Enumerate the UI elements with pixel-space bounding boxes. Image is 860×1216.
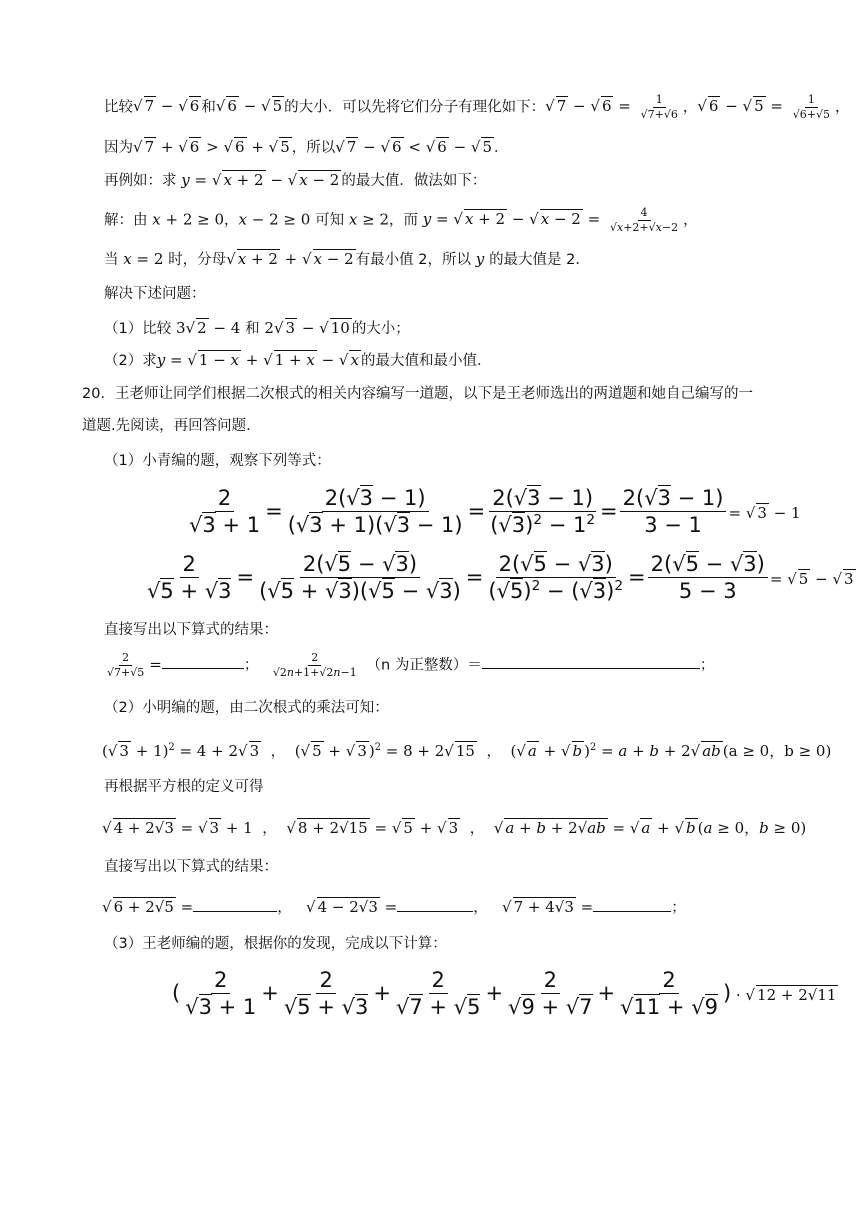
multiplication-line: (√ 3 + 1)$^2$ = 4 + 2√ 3 ， (√ 5 + √ 3 )$^2$ = 8 + 2√ 15 ， (√ a + √ b )$^2$ = a + b + 2√ ab (a ≥ 0，b ≥ 0) <box>102 742 832 760</box>
when-line: 当 x = 2 时，分母√ x + 2 + √ x − 2 有最小值 2，所以 y 的最大值是 2． <box>104 250 590 268</box>
direct-write-1: 直接写出以下算式的结果： <box>104 622 278 638</box>
fill-line-1: $\frac{2}{√7+√5}$ = ； $\frac{2}{√2n+1+√2n-1}$ （n 为正整数）＝ ； <box>107 651 715 679</box>
answer-blank-3[interactable] <box>193 897 277 912</box>
equation-2: $\frac{2}{√5 + √3}$ = $\frac{2(√5 - √3)}{(√5 + √3)(√5 - √3)}$ = $\frac{2(√5 - √3)}{(√5)^2 - (√3)^2}$ = $\frac{2(√5 - √3)}{5 - 3}$ = √ 5 − √ 3 <box>147 552 854 604</box>
equation-1: $\frac{2}{√3 + 1}$ = $\frac{2(√3 - 1)}{(√3 + 1)(√3 - 1)}$ = $\frac{2(√3 - 1)}{(√3)^2 - 1^2}$ = $\frac{2(√3 - 1)}{3 - 1}$ = √ 3 − 1 <box>189 486 801 538</box>
problem-20-line2: 道题.先阅读，再回答问题. <box>82 418 251 434</box>
part-2-label: （2）小明编的题，由二次根式的乘法可知： <box>104 700 389 716</box>
direct-write-2: 直接写出以下算式的结果： <box>104 859 278 875</box>
solution-line: 解：由 x + 2 ≥ 0，x − 2 ≥ 0 可知 x ≥ 2，而 y = √ x + 2 − √ x − 2 = $\frac{4}{√x+2+√x-2}$ ， <box>104 206 698 234</box>
answer-blank-2[interactable] <box>482 654 700 669</box>
solve-heading: 解决下述问题： <box>104 286 206 302</box>
fill-line-2: √ 6 + 2√5 = ， √ 4 − 2√3 = ， √ 7 + 4√3 = ； <box>102 898 686 916</box>
definition-text: 再根据平方根的定义可得 <box>104 779 264 795</box>
example-line: 再例如：求 y = √ x + 2 − √ x − 2 的最大值．做法如下： <box>104 171 487 189</box>
problem-20-line1: 20．王老师让同学们根据二次根式的相关内容编写一道题，以下是王老师选出的两道题和她自己编写的一 <box>82 386 753 402</box>
part-1-label: （1）小青编的题，观察下列等式： <box>104 453 331 469</box>
part-3-label: （3）王老师编的题，根据你的发现，完成以下计算： <box>104 936 447 952</box>
equation-3: ( $\frac{2}{√3 + 1}$ + $\frac{2}{√5 + √3}$ + $\frac{2}{√7 + √5}$ + $\frac{2}{√9 + √7}$ + $\frac{2}{√11 + √9}$ ) · √ 12 + 2√11 <box>172 968 837 1020</box>
answer-blank-4[interactable] <box>397 897 473 912</box>
sqrt-identity-line: √ 4 + 2√3 = √ 3 + 1 ， √ 8 + 2√15 = √ 5 + √ 3 ， √ a + b + 2√ab = √ a + √ b (a ≥ 0，b ≥ 0) <box>102 819 807 837</box>
intro-line: 比较√ 7 − √ 6 和√ 6 − √ 5 的大小．可以先将它们分子有理化如下：√ 7 − √ 6 = $\frac{1}{√7+√6}$ ，√ 6 − √ 5 = $\frac{1}{√6+√5}$ ， <box>104 93 850 121</box>
because-line: 因为√ 7 + √ 6 > √ 6 + √ 5 ，所以√ 7 − √ 6 < √ 6 − √ 5 ． <box>104 138 509 156</box>
question-2: （2）求y = √ 1 − x + √ 1 + x − √ x 的最大值和最小值． <box>104 351 492 369</box>
question-1: （1）比较 3√ 2 − 4 和 2√ 3 − √ 10 的大小； <box>104 319 410 337</box>
answer-blank-5[interactable] <box>593 897 671 912</box>
answer-blank-1[interactable] <box>162 654 244 669</box>
